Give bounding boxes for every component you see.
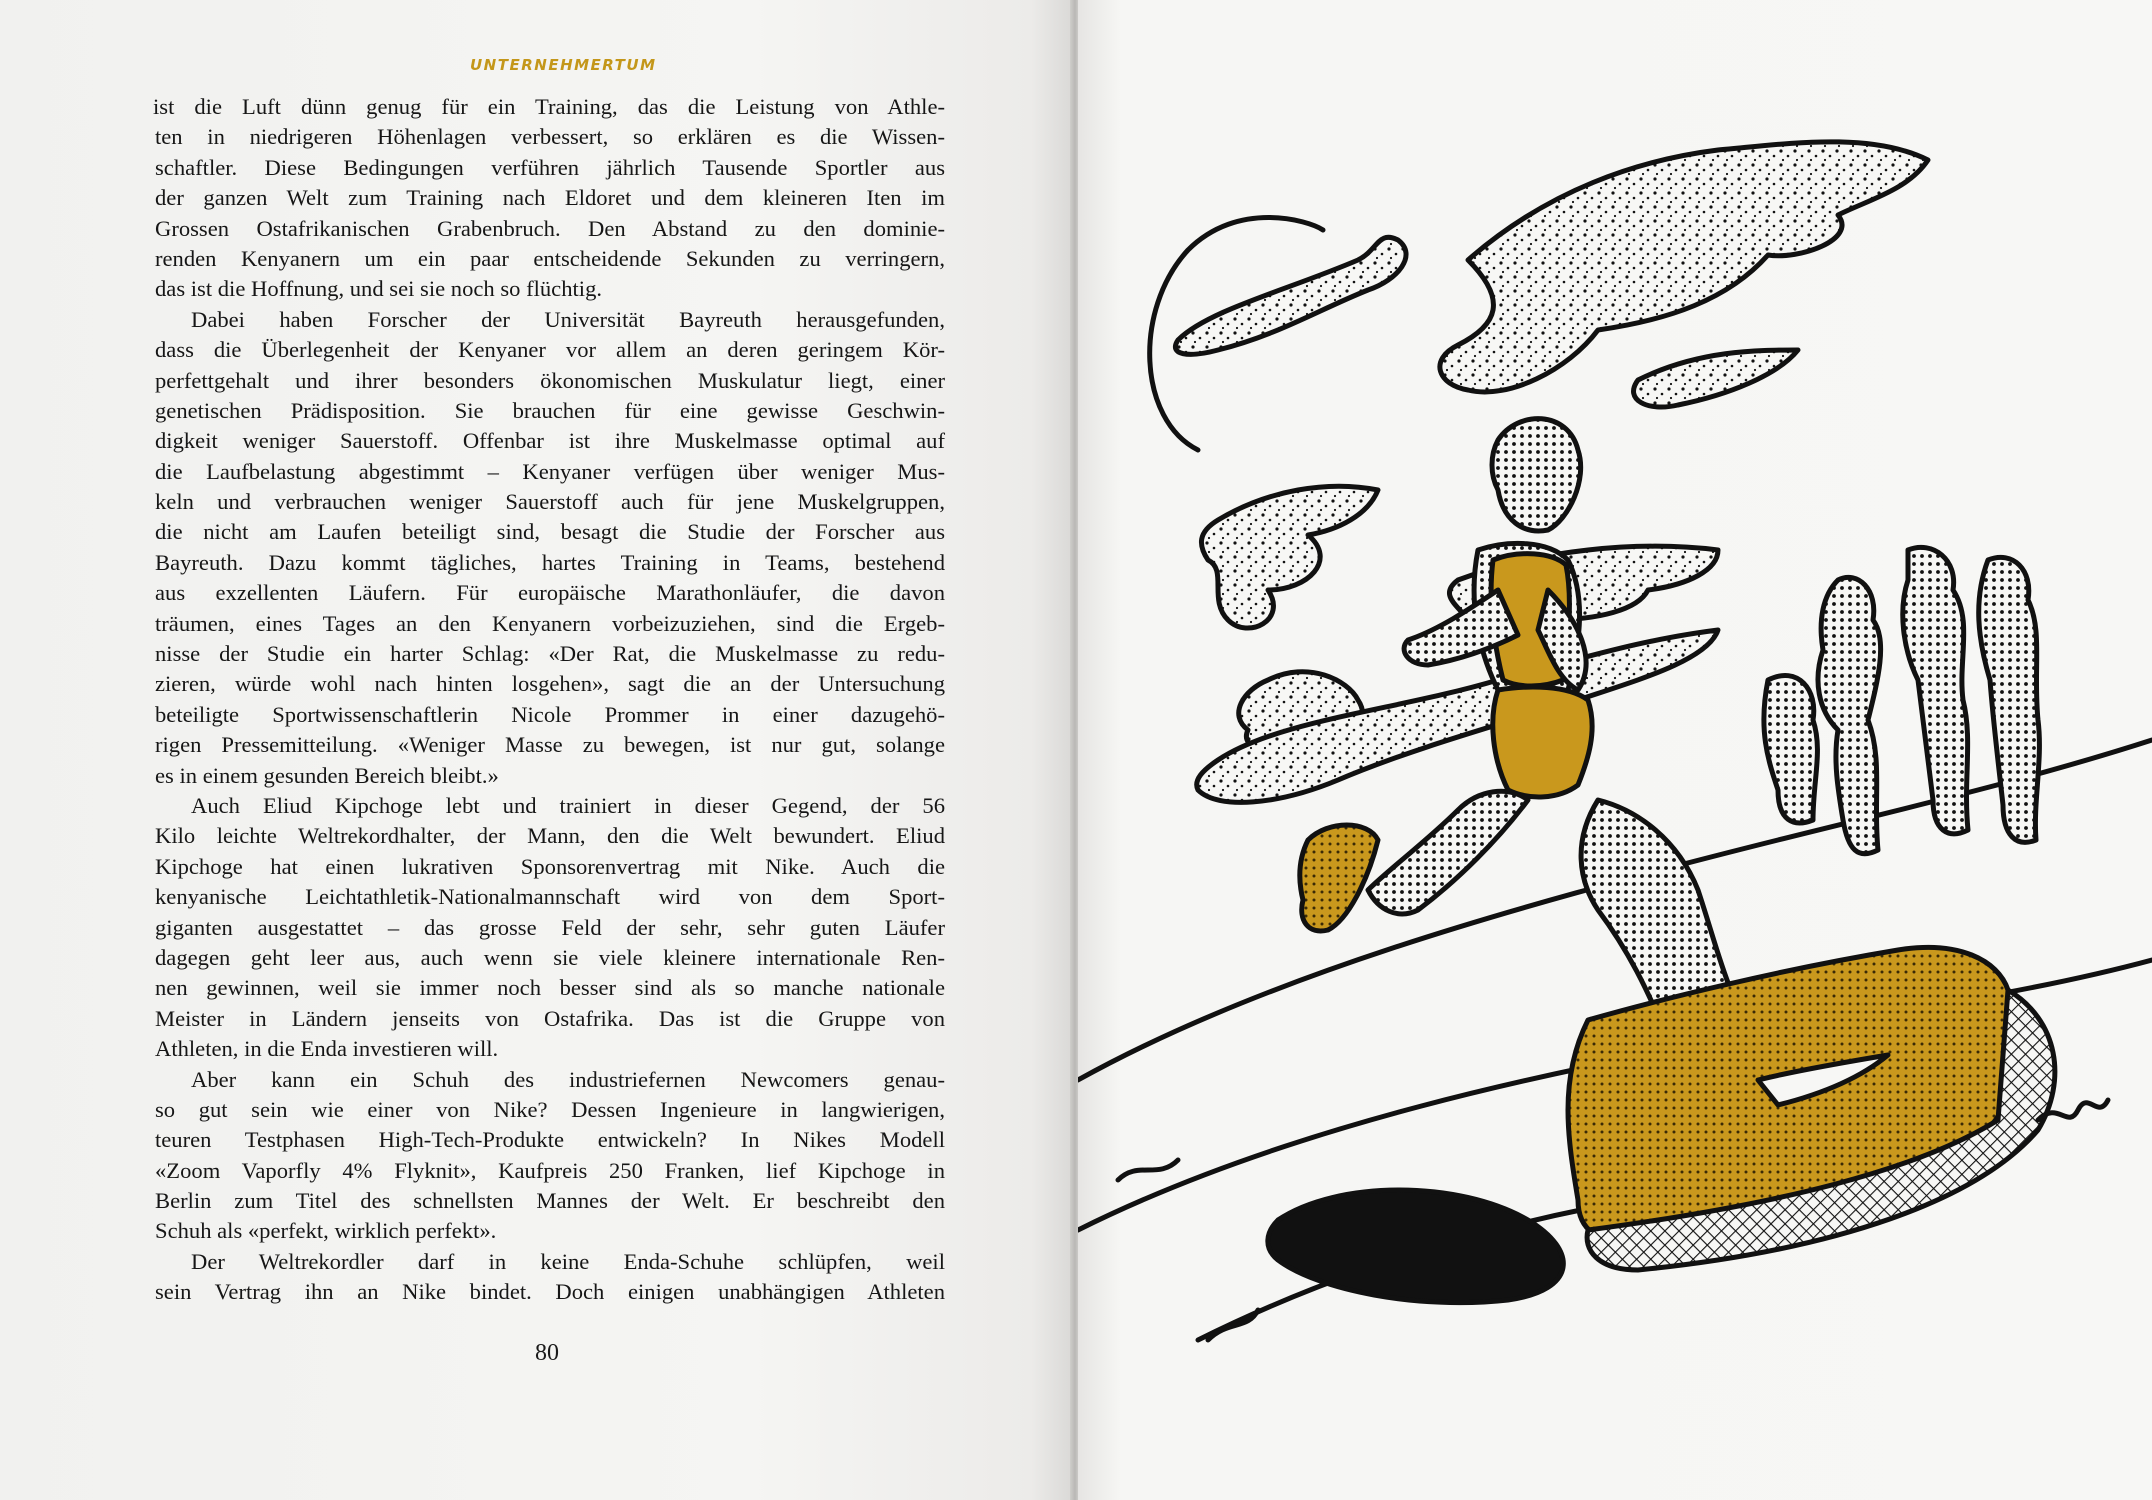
text-line: teuren Testphasen High-Tech-Produkte entwickeln? In Nikes Modell <box>155 1127 945 1153</box>
runner-head <box>1492 419 1581 531</box>
text-line: dagegen geht leer aus, auch wenn sie viele kleinere internationale Ren- <box>155 944 945 970</box>
rear-shoe <box>1300 825 1378 931</box>
page-number: 80 <box>535 1340 559 1366</box>
text-line: keln und verbrauchen weniger Sauerstoff auch für jene Muskelgruppen, <box>155 489 945 515</box>
text-line: Schuh als «perfekt, wirklich perfekt». <box>155 1218 497 1244</box>
runner-leg <box>1368 791 1528 914</box>
text-line: sein Vertrag ihn an Nike bindet. Doch einigen unabhängigen Athleten <box>155 1279 945 1305</box>
text-line: Bayreuth. Dazu kommt tägliches, hartes Training in Teams, bestehend <box>155 549 945 575</box>
text-line: rigen Pressemitteilung. «Weniger Masse zu bewegen, ist nur gut, solange <box>155 732 945 758</box>
runner-shadow <box>1268 1190 1563 1303</box>
text-line: renden Kenyanern um ein paar entscheidende Sekunden zu verringern, <box>155 245 945 271</box>
motion-line <box>1118 1160 1178 1180</box>
text-line: Athleten, in die Enda investieren will. <box>155 1036 499 1062</box>
running-athlete-illustration <box>1078 120 2152 1350</box>
text-line: der ganzen Welt zum Training nach Eldoret und dem kleineren Iten im <box>155 185 945 211</box>
spectator <box>1764 676 1818 823</box>
text-line: nisse der Studie ein harter Schlag: «Der Rat, die Muskelmasse zu redu- <box>155 641 945 667</box>
cloud <box>1440 142 1928 392</box>
text-line: Der Weltrekordler darf in keine Enda-Schuhe schlüpfen, weil <box>191 1248 945 1274</box>
text-line: dass die Überlegenheit der Kenyaner vor allem an deren geringem Kör- <box>155 337 945 363</box>
text-line: Meister in Ländern jenseits von Ostafrika. Das ist die Gruppe von <box>155 1005 945 1031</box>
text-line: Berlin zum Titel des schnellsten Mannes der Welt. Er beschreibt den <box>155 1188 945 1214</box>
article-body <box>155 92 945 1308</box>
text-line: Auch Eliud Kipchoge lebt und trainiert in dieser Gegend, der 56 <box>191 792 945 818</box>
cloud <box>1201 486 1378 628</box>
text-line: zieren, würde wohl nach hinten losgehen», sagt die an der Untersuchung <box>155 671 945 697</box>
text-line: aus exzellenten Läufern. Für europäische Marathonläufer, die davon <box>155 580 945 606</box>
text-line: digkeit weniger Sauerstoff. Offenbar ist ihre Muskelmasse optimal auf <box>155 428 945 454</box>
spectator <box>1903 547 1968 833</box>
text-line: ten in niedrigeren Höhenlagen verbessert, so erklären es die Wissen- <box>155 124 945 150</box>
text-line: Dabei haben Forscher der Universität Bayreuth herausgefunden, <box>191 306 945 332</box>
text-line: beteiligte Sportwissenschaftlerin Nicole Prommer in einer dazugehö- <box>155 701 945 727</box>
text-line: Grossen Ostafrikanischen Grabenbruch. Den Abstand zu den dominie- <box>155 215 945 241</box>
text-line: genetischen Prädisposition. Sie brauchen für eine gewisse Geschwin- <box>155 397 945 423</box>
runner-shorts <box>1493 687 1592 797</box>
text-line: schaftler. Diese Bedingungen verführen jährlich Tausende Sportler aus <box>155 154 945 180</box>
text-line: nen gewinnen, weil sie immer noch besser sind als so manche nationale <box>155 975 945 1001</box>
text-line: «Zoom Vaporfly 4% Flyknit», Kaufpreis 250 Franken, lief Kipchoge in <box>155 1157 945 1183</box>
text-line: träumen, eines Tages an den Kenyanern vorbeizuziehen, sind die Ergeb- <box>155 610 945 636</box>
cloud <box>1175 237 1406 354</box>
cloud <box>1634 350 1798 407</box>
text-line: die nicht am Laufen beteiligt sind, besagt die Studie der Forscher aus <box>155 519 945 545</box>
spectator <box>1979 557 2040 842</box>
text-line: ist die Luft dünn genug für ein Training, das die Leistung von Athle- <box>153 94 945 119</box>
text-line: die Laufbelastung abgestimmt – Kenyaner verfügen über weniger Mus- <box>155 458 945 484</box>
section-header-label: UNTERNEHMERTUM <box>470 56 657 74</box>
text-line: Kipchoge hat einen lukrativen Sponsorenvertrag mit Nike. Auch die <box>155 853 945 879</box>
text-line: Kilo leichte Weltrekordhalter, der Mann, den die Welt bewundert. Eliud <box>155 823 945 849</box>
text-line: kenyanische Leichtathletik-Nationalmannschaft wird von dem Sport- <box>155 884 945 910</box>
text-line: es in einem gesunden Bereich bleibt.» <box>155 762 499 788</box>
spectator <box>1818 577 1881 853</box>
text-line: das ist die Hoffnung, und sei sie noch so flüchtig. <box>155 276 603 302</box>
text-line: giganten ausgestattet – das grosse Feld der sehr, sehr guten Läufer <box>155 914 945 940</box>
text-line: Aber kann ein Schuh des industriefernen Newcomers genau- <box>191 1066 945 1092</box>
text-line: perfettgehalt und ihrer besonders ökonomischen Muskulatur liegt, einer <box>155 367 945 393</box>
section-header <box>300 56 800 74</box>
text-line: so gut sein wie einer von Nike? Dessen Ingenieure in langwierigen, <box>155 1096 945 1122</box>
